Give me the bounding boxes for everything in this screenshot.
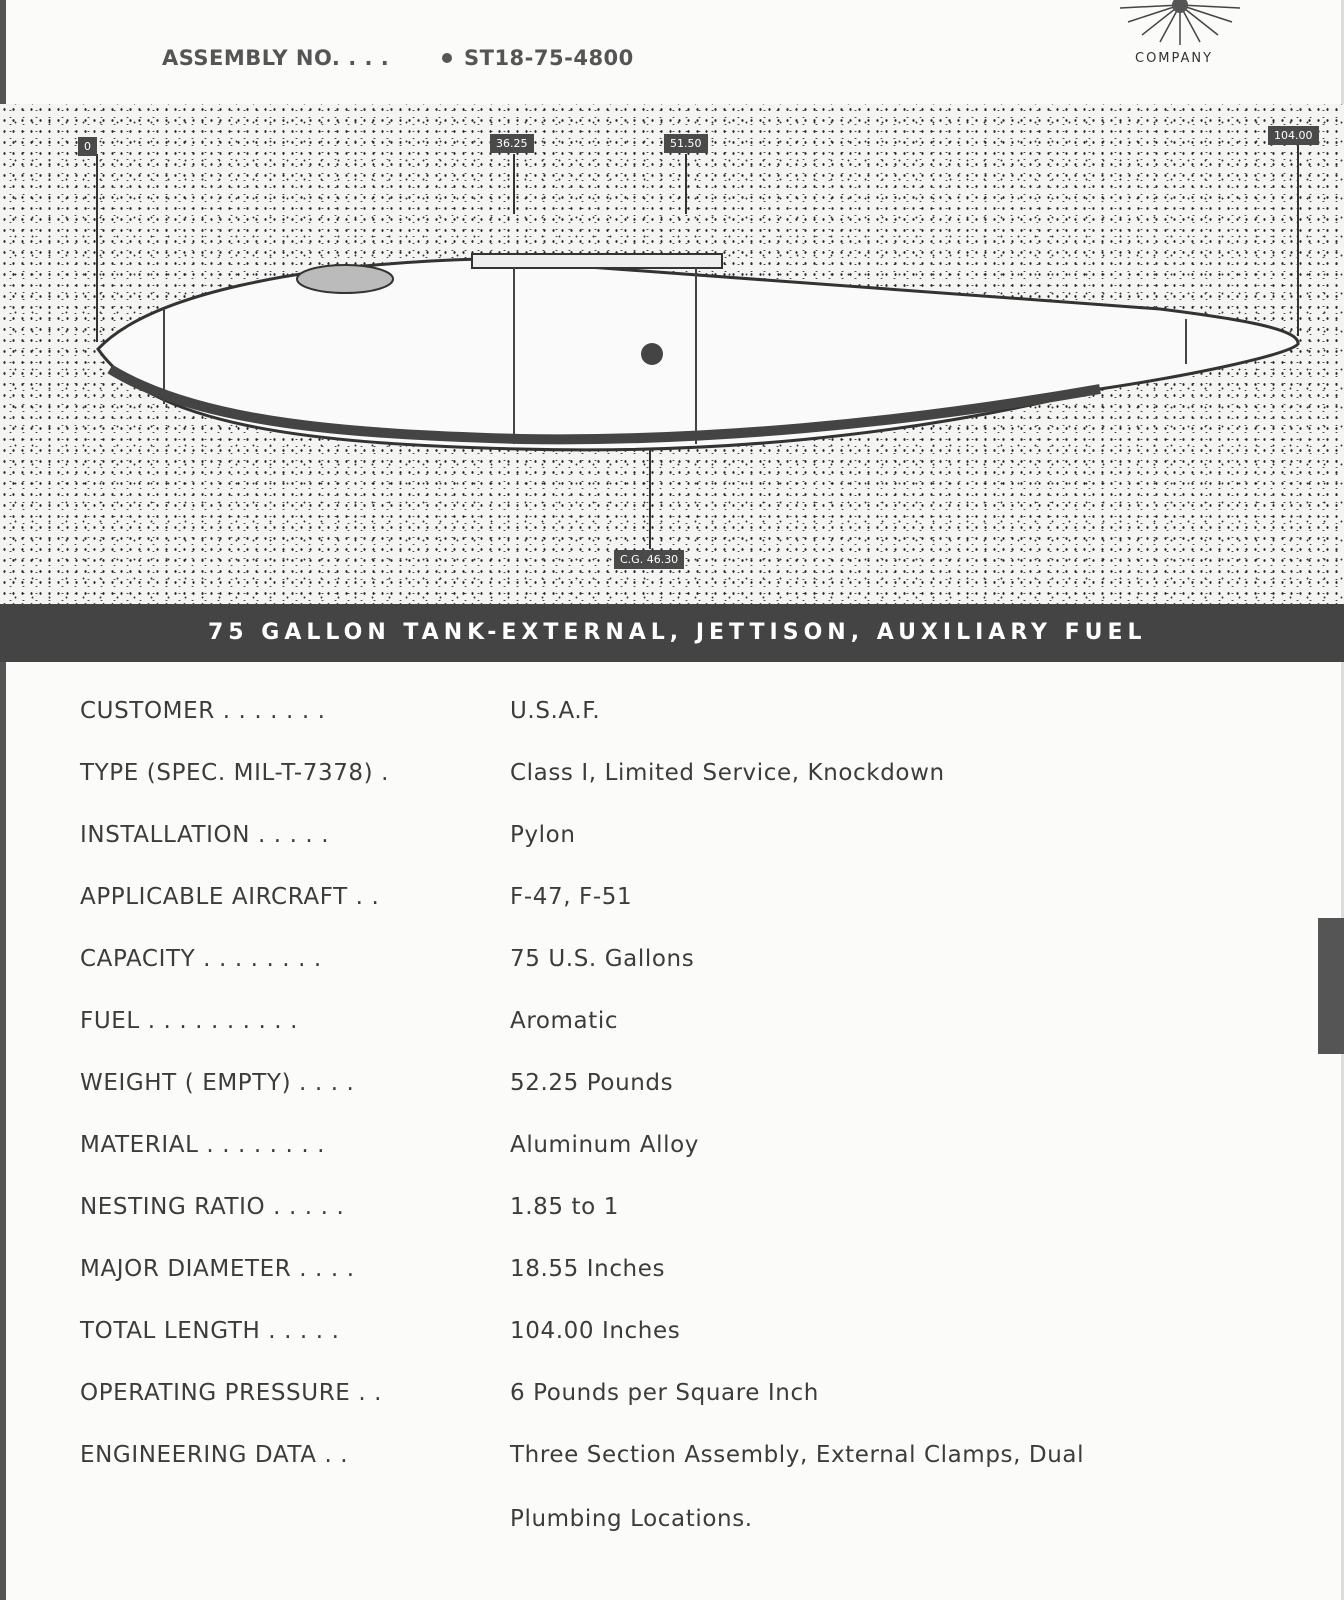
station-tag-51-50: 51.50 (664, 134, 708, 153)
spec-value: Pylon (510, 822, 576, 848)
bullet-icon (442, 53, 452, 63)
spec-label: TOTAL LENGTH . . . . . (80, 1318, 340, 1344)
spec-value: 1.85 to 1 (510, 1194, 619, 1220)
spec-row (80, 822, 576, 848)
spec-row (80, 884, 633, 910)
company-logo (1080, 0, 1280, 70)
spec-value: Plumbing Locations. (510, 1506, 753, 1532)
spec-label: INSTALLATION . . . . . (80, 822, 330, 848)
tank-illustration (0, 104, 1344, 604)
spec-row (80, 1318, 681, 1344)
spec-value: Aluminum Alloy (510, 1132, 699, 1158)
assembly-number (162, 46, 634, 70)
spec-value: 6 Pounds per Square Inch (510, 1380, 819, 1406)
spec-value: Aromatic (510, 1008, 619, 1034)
spec-row (80, 1070, 674, 1096)
spec-label: FUEL . . . . . . . . . . (80, 1008, 299, 1034)
spec-row (80, 1194, 619, 1220)
tank-title: 75 GALLON TANK-EXTERNAL, JETTISON, AUXILIARY FUEL (208, 620, 1147, 645)
tank-drawing (0, 104, 1344, 604)
spec-row (80, 1442, 1085, 1468)
spec-label: CAPACITY . . . . . . . . (80, 946, 322, 972)
station-tag-104: 104.00 (1268, 126, 1319, 145)
spec-label: NESTING RATIO . . . . . (80, 1194, 345, 1220)
spec-label: MAJOR DIAMETER . . . . (80, 1256, 355, 1282)
spec-value: F-47, F-51 (510, 884, 633, 910)
assembly-label: ASSEMBLY NO. . . . (162, 46, 390, 70)
spec-row (80, 698, 601, 724)
spec-label: TYPE (SPEC. MIL-T-7378) . (80, 760, 390, 786)
spec-value: 52.25 Pounds (510, 1070, 674, 1096)
spec-row (80, 1008, 619, 1034)
spec-row (80, 1506, 753, 1532)
spec-label: WEIGHT ( EMPTY) . . . . (80, 1070, 355, 1096)
spec-value: 75 U.S. Gallons (510, 946, 695, 972)
spec-value: 18.55 Inches (510, 1256, 666, 1282)
assembly-number-value: ST18-75-4800 (464, 46, 634, 70)
spec-label: OPERATING PRESSURE . . (80, 1380, 383, 1406)
spec-label: CUSTOMER . . . . . . . (80, 698, 326, 724)
spec-label: ENGINEERING DATA . . (80, 1442, 349, 1468)
spec-row (80, 1256, 666, 1282)
spec-label: APPLICABLE AIRCRAFT . . (80, 884, 380, 910)
spec-value: U.S.A.F. (510, 698, 601, 724)
page-tab-marker (1318, 918, 1344, 1054)
spec-row (80, 1380, 819, 1406)
station-tag-0: 0 (78, 137, 97, 156)
station-tag-36-25: 36.25 (490, 134, 534, 153)
svg-text:COMPANY: COMPANY (1135, 51, 1214, 66)
title-banner (0, 604, 1344, 662)
spec-row (80, 946, 695, 972)
spec-row (80, 1132, 699, 1158)
spec-label: MATERIAL . . . . . . . . (80, 1132, 326, 1158)
spec-value: Class I, Limited Service, Knockdown (510, 760, 945, 786)
spec-value: 104.00 Inches (510, 1318, 681, 1344)
spec-value: Three Section Assembly, External Clamps, Dual (510, 1442, 1085, 1468)
spec-row (80, 760, 945, 786)
cg-tag: C.G. 46.30 (614, 550, 684, 569)
